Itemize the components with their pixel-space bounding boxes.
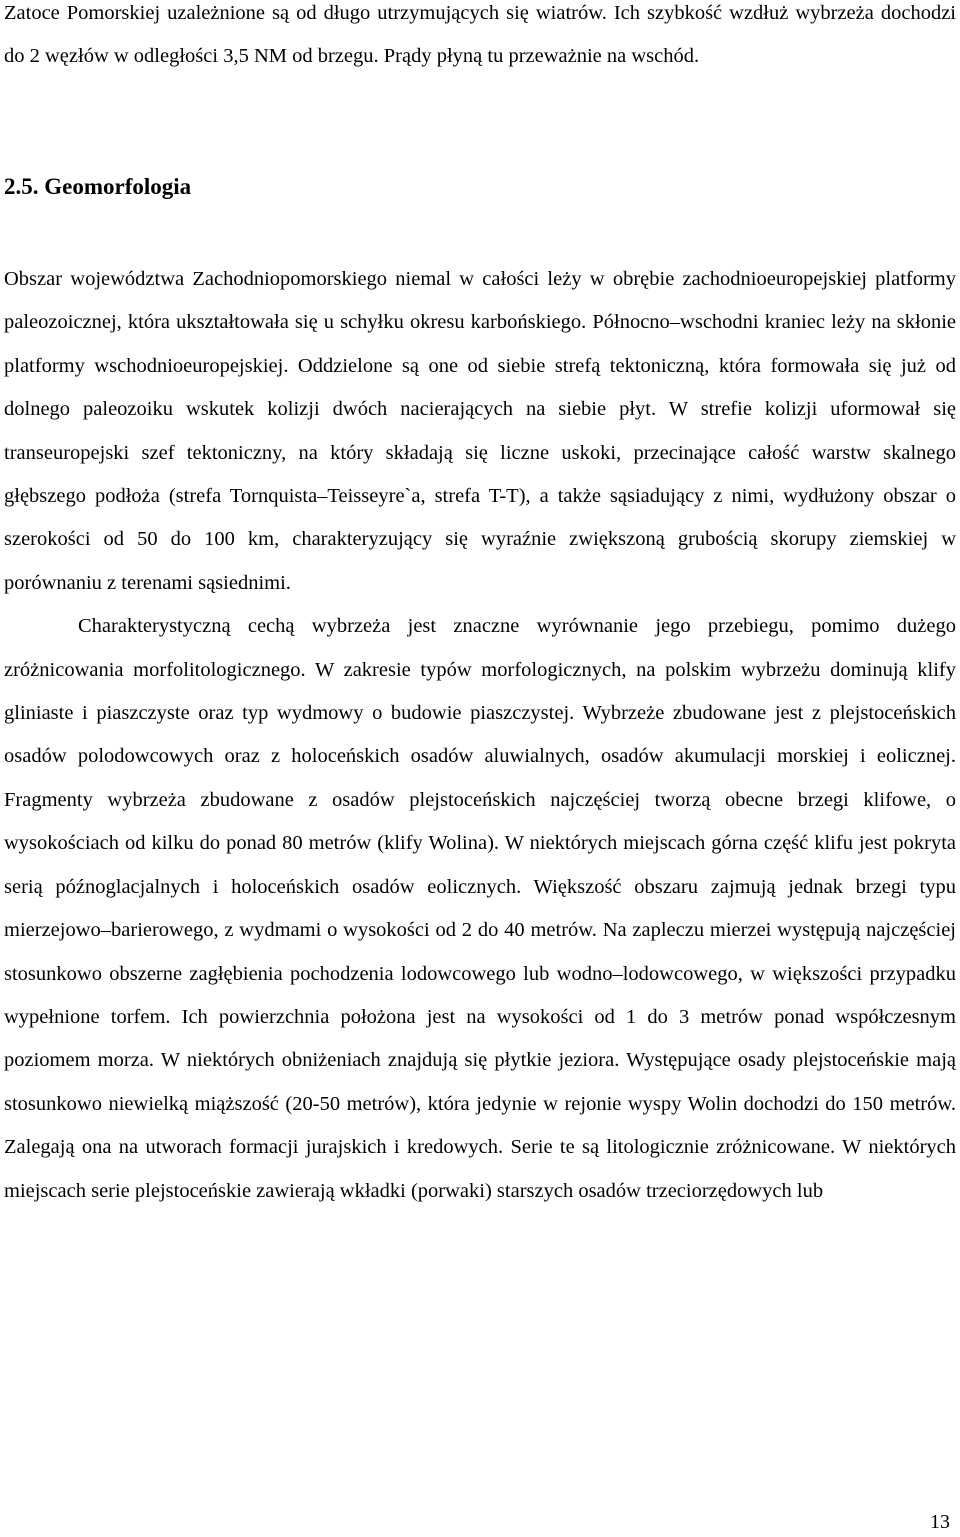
intro-paragraph: Zatoce Pomorskiej uzależnione są od długo utrzymujących się wiatrów. Ich szybkość wzdłuż wybrzeża dochodzi do 2 węzłów w odległości 3,5 NM od brzegu. Prądy płyną tu przeważnie na wschód. bbox=[4, 2, 956, 68]
section-body bbox=[4, 258, 956, 1213]
paragraph-coast: Charakterystyczną cechą wybrzeża jest znaczne wyrównanie jego przebiegu, pomimo dużego zróżnicowania morfolitologicznego. W zakresie typów morfologicznych, na polskim wybrzeżu dominują klify gliniaste i piaszczyste oraz typ wydmowy o budowie piaszczystej. Wybrzeże zbudowane jest z plejstoceńskich osadów polodowcowych oraz z holoceńskich osadów aluwialnych, osadów akumulacji morskiej i eolicznej. Fragmenty wybrzeża zbudowane z osadów plejstoceńskich najczęściej tworzą obecne brzegi klifowe, o wysokościach od kilku do ponad 80 metrów (klify Wolina). W niektórych miejscach górna część klifu jest pokryta serią późnoglacjalnych i holoceńskich osadów eolicznych. Większość obszaru zajmują jednak brzegi typu mierzejowo–barierowego, z wydmami o wysokości od 2 do 40 metrów. Na zapleczu mierzei występują najczęściej stosunkowo obszerne zagłębienia pochodzenia lodowcowego lub wodno–lodowcowego, w większości przypadku wypełnione torfem. Ich powierzchnia położona jest na wysokości od 1 do 3 metrów ponad współczesnym poziomem morza. W niektórych obniżeniach znajdują się płytkie jeziora. Występujące osady plejstoceńskie mają stosunkowo niewielką miąższość (20-50 metrów), która jedynie w rejonie wyspy Wolin dochodzi do 150 metrów. Zalegają ona na utworach formacji jurajskich i kredowych. Serie te są litologicznie zróżnicowane. W niektórych miejscach serie plejstoceńskie zawierają wkładki (porwaki) starszych osadów trzeciorzędowych lub bbox=[4, 615, 956, 1202]
page-number: 13 bbox=[930, 1511, 950, 1533]
document-page bbox=[4, 0, 956, 1537]
section-heading: 2.5. Geomorfologia bbox=[4, 174, 192, 199]
paragraph-geology: Obszar województwa Zachodniopomorskiego niemal w całości leży w obrębie zachodnioeuropejskiej platformy paleozoicznej, która ukształtowała się u schyłku okresu karbońskiego. Północno–wschodni kraniec leży na skłonie platformy wschodnioeuropejskiej. Oddzielone są one od siebie strefą tektoniczną, która formowała się już od dolnego paleozoiku wskutek kolizji dwóch nacierających na siebie płyt. W strefie kolizji uformował się transeuropejski szef tektoniczny, na który składają się liczne uskoki, przecinające całość warstw skalnego głębszego podłoża (strefa Tornquista–Teisseyre`a, strefa T-T), a także sąsiadujący z nimi, wydłużony obszar o szerokości od 50 do 100 km, charakteryzujący się wyraźnie zwiększoną grubością skorupy ziemskiej w porównaniu z terenami sąsiednimi. bbox=[4, 268, 956, 594]
